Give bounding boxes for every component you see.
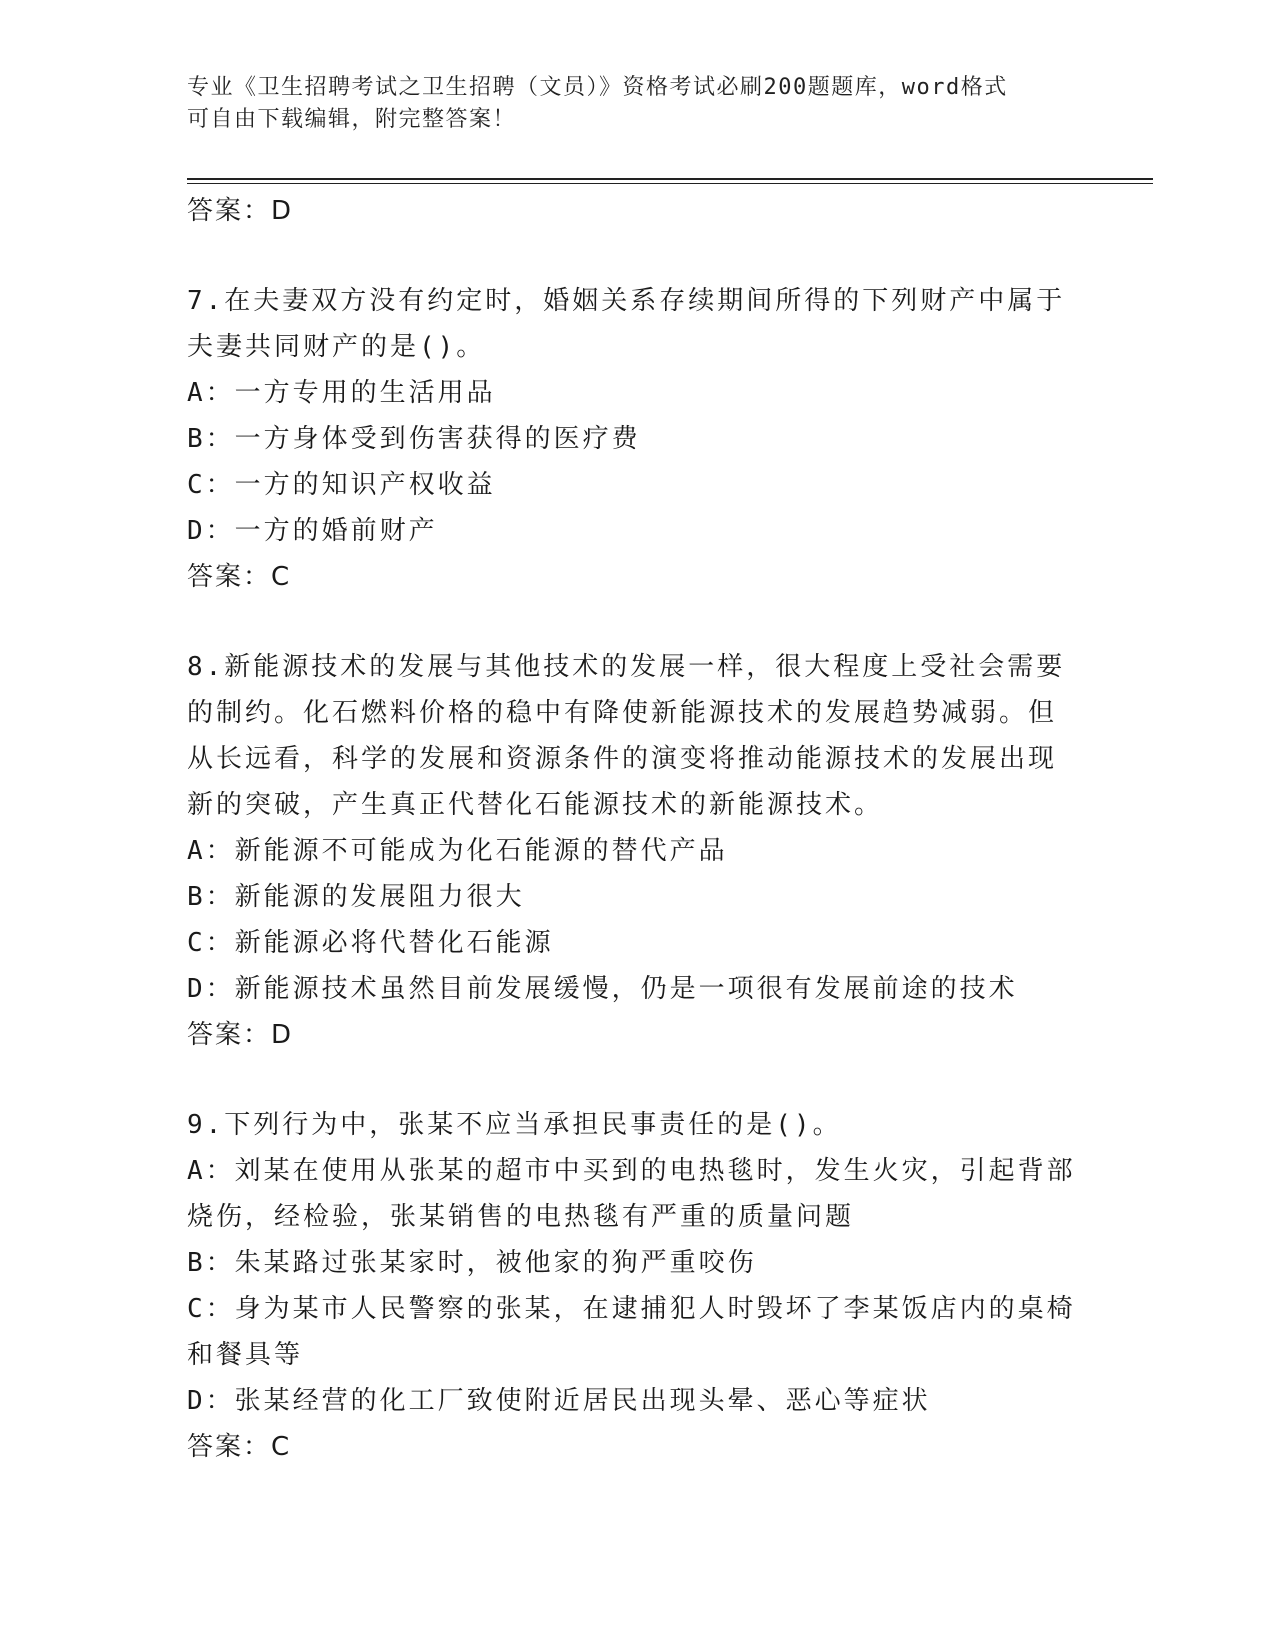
question-stem-line: 9.下列行为中，张某不应当承担民事责任的是()。 [187,1110,842,1140]
question-block [187,278,1087,600]
option-line: C：身为某市人民警察的张某，在逮捕犯人时毁坏了李某饭店内的桌椅 [187,1294,1076,1324]
question-stem-line: 新的突破，产生真正代替化石能源技术的新能源技术。 [187,790,884,820]
header-line-2: 可自由下载编辑，附完整答案！ [187,107,517,132]
header-line-1: 专业《卫生招聘考试之卫生招聘（文员）》资格考试必刷200题题库，word格式 [187,75,1008,100]
header-divider-thick [187,178,1153,180]
header-divider-thin [187,183,1153,184]
option-line: A：刘某在使用从张某的超市中买到的电热毯时，发生火灾，引起背部 [187,1156,1076,1186]
previous-answer: 答案：D [187,196,294,226]
question-stem-line: 8.新能源技术的发展与其他技术的发展一样，很大程度上受社会需要 [187,652,1066,682]
option-line: B：一方身体受到伤害获得的医疗费 [187,424,641,454]
question-block [187,1102,1087,1470]
option-line: 和餐具等 [187,1340,304,1370]
document-header [187,72,1067,136]
option-line: A：一方专用的生活用品 [187,378,496,408]
question-stem-line: 从长远看，科学的发展和资源条件的演变将推动能源技术的发展出现 [187,744,1058,774]
answer-line: 答案：C [187,1432,292,1462]
option-line: A：新能源不可能成为化石能源的替代产品 [187,836,728,866]
question-spacer [187,234,1087,278]
question-list [187,188,1087,1470]
option-line: D：新能源技术虽然目前发展缓慢，仍是一项很有发展前途的技术 [187,974,1018,1004]
option-line: 烧伤，经检验，张某销售的电热毯有严重的质量问题 [187,1202,855,1232]
question-spacer [187,600,1087,644]
question-stem-line: 7.在夫妻双方没有约定时，婚姻关系存续期间所得的下列财产中属于 [187,286,1066,316]
question-block [187,644,1087,1058]
option-line: D：一方的婚前财产 [187,516,438,546]
question-stem-line: 的制约。化石燃料价格的稳中有降使新能源技术的发展趋势减弱。但 [187,698,1058,728]
option-line: B：新能源的发展阻力很大 [187,882,525,912]
question-stem-line: 夫妻共同财产的是()。 [187,332,486,362]
option-line: D：张某经营的化工厂致使附近居民出现头晕、恶心等症状 [187,1386,931,1416]
question-spacer [187,1058,1087,1102]
option-line: B：朱某路过张某家时，被他家的狗严重咬伤 [187,1248,757,1278]
answer-line: 答案：D [187,1020,294,1050]
option-line: C：一方的知识产权收益 [187,470,496,500]
option-line: C：新能源必将代替化石能源 [187,928,554,958]
answer-line: 答案：C [187,562,292,592]
